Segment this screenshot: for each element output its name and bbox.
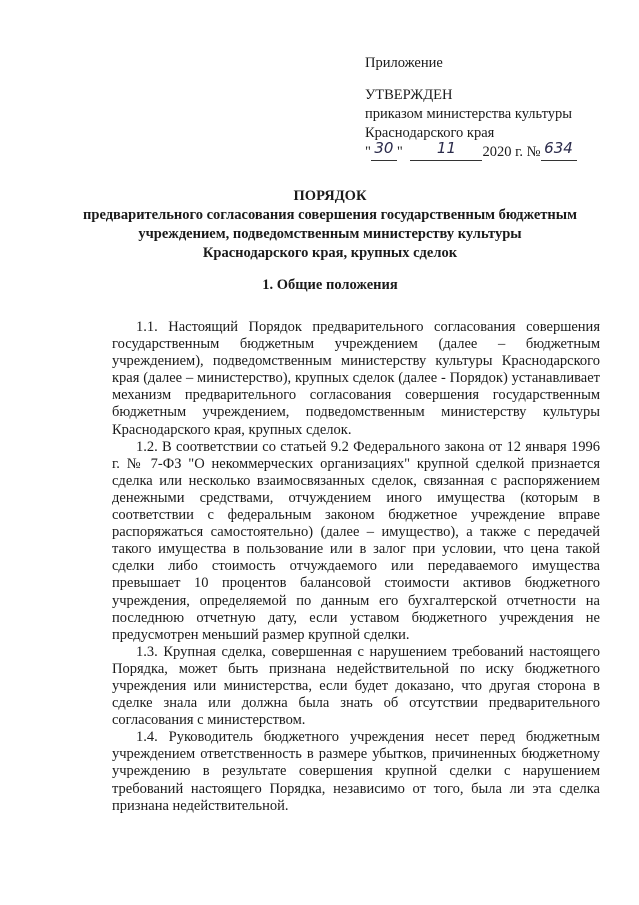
- paragraph-1-2: 1.2. В соответствии со статьей 9.2 Федерального закона от 12 января 1996 г. № 7-ФЗ "О некоммерческих организациях" крупной сделкой признается сделка или несколько взаимосвязанных сделок, связанная с распоряжением денежными средствами, отчуждением иного имущества (которым в соответствии с федеральным законом бюджетное учреждение вправе распоряжаться самостоятельно) (далее – имущество), а также с передачей такого имущества в пользование или в залог при условии, что цена такой сделки либо стоимость отчуждаемого или передаваемого имущества превышает 10 процентов балансовой стоимости активов бюджетного учреждения, определяемой по данным его бухгалтерской отчетности на последнюю отчетную дату, если уставом бюджетного учреждения не предусмотрен меньший размер крупной сделки.: [112, 438, 600, 643]
- quote-close: ": [396, 144, 403, 160]
- document-body: [112, 319, 600, 815]
- order-date-number: [365, 139, 615, 162]
- order-line-1: приказом министерства культуры: [365, 106, 572, 122]
- order-line-2: Краснодарского края: [365, 125, 495, 141]
- quote-open: ": [365, 144, 371, 160]
- approval-block: [365, 54, 615, 162]
- year-number-label: 2020 г. №: [482, 144, 541, 160]
- title-heading: ПОРЯДОК: [293, 188, 367, 204]
- document-title: [60, 187, 600, 263]
- paragraph-1-4: 1.4. Руководитель бюджетного учреждения несет перед бюджетным учреждением ответственность в размере убытков, причиненных бюджетному учреждению в результате совершения крупной сделки с нарушением требований настоящего Порядка, независимо от того, была ли эта сделка признана недействительной.: [112, 729, 600, 814]
- approved-label: УТВЕРЖДЕН: [365, 87, 453, 103]
- paragraph-1-3: 1.3. Крупная сделка, совершенная с нарушением требований настоящего Порядка, может быть признана недействительной по иску бюджетного учреждения или министерства, если будет доказано, что другая сторона в сделке знала или должна была знать об отсутствии предварительного согласования с министерством.: [112, 643, 600, 729]
- title-line-3: Краснодарского края, крупных сделок: [202, 245, 458, 261]
- title-line-2: учреждением, подведомственным министерству культуры: [138, 226, 522, 242]
- handwritten-day: 30: [374, 139, 394, 157]
- appendix-label: Приложение: [365, 55, 443, 71]
- paragraph-1-1: 1.1. Настоящий Порядок предварительного согласования совершения государственным бюджетным учреждением (далее – бюджетным учреждением), подведомственным министерству культуры Краснодарского края (далее – министерство), крупных сделок (далее - Порядок) устанавливает механизм предварительного согласования совершения государственным бюджетным учреждением, подведомственным министерству культуры Краснодарского края, крупных сделок.: [112, 319, 600, 438]
- section-heading: 1. Общие положения: [262, 277, 398, 293]
- handwritten-order-number: 634: [544, 139, 573, 157]
- title-line-1: предварительного согласования совершения государственным бюджетным: [83, 207, 577, 223]
- handwritten-month: 11: [436, 139, 457, 157]
